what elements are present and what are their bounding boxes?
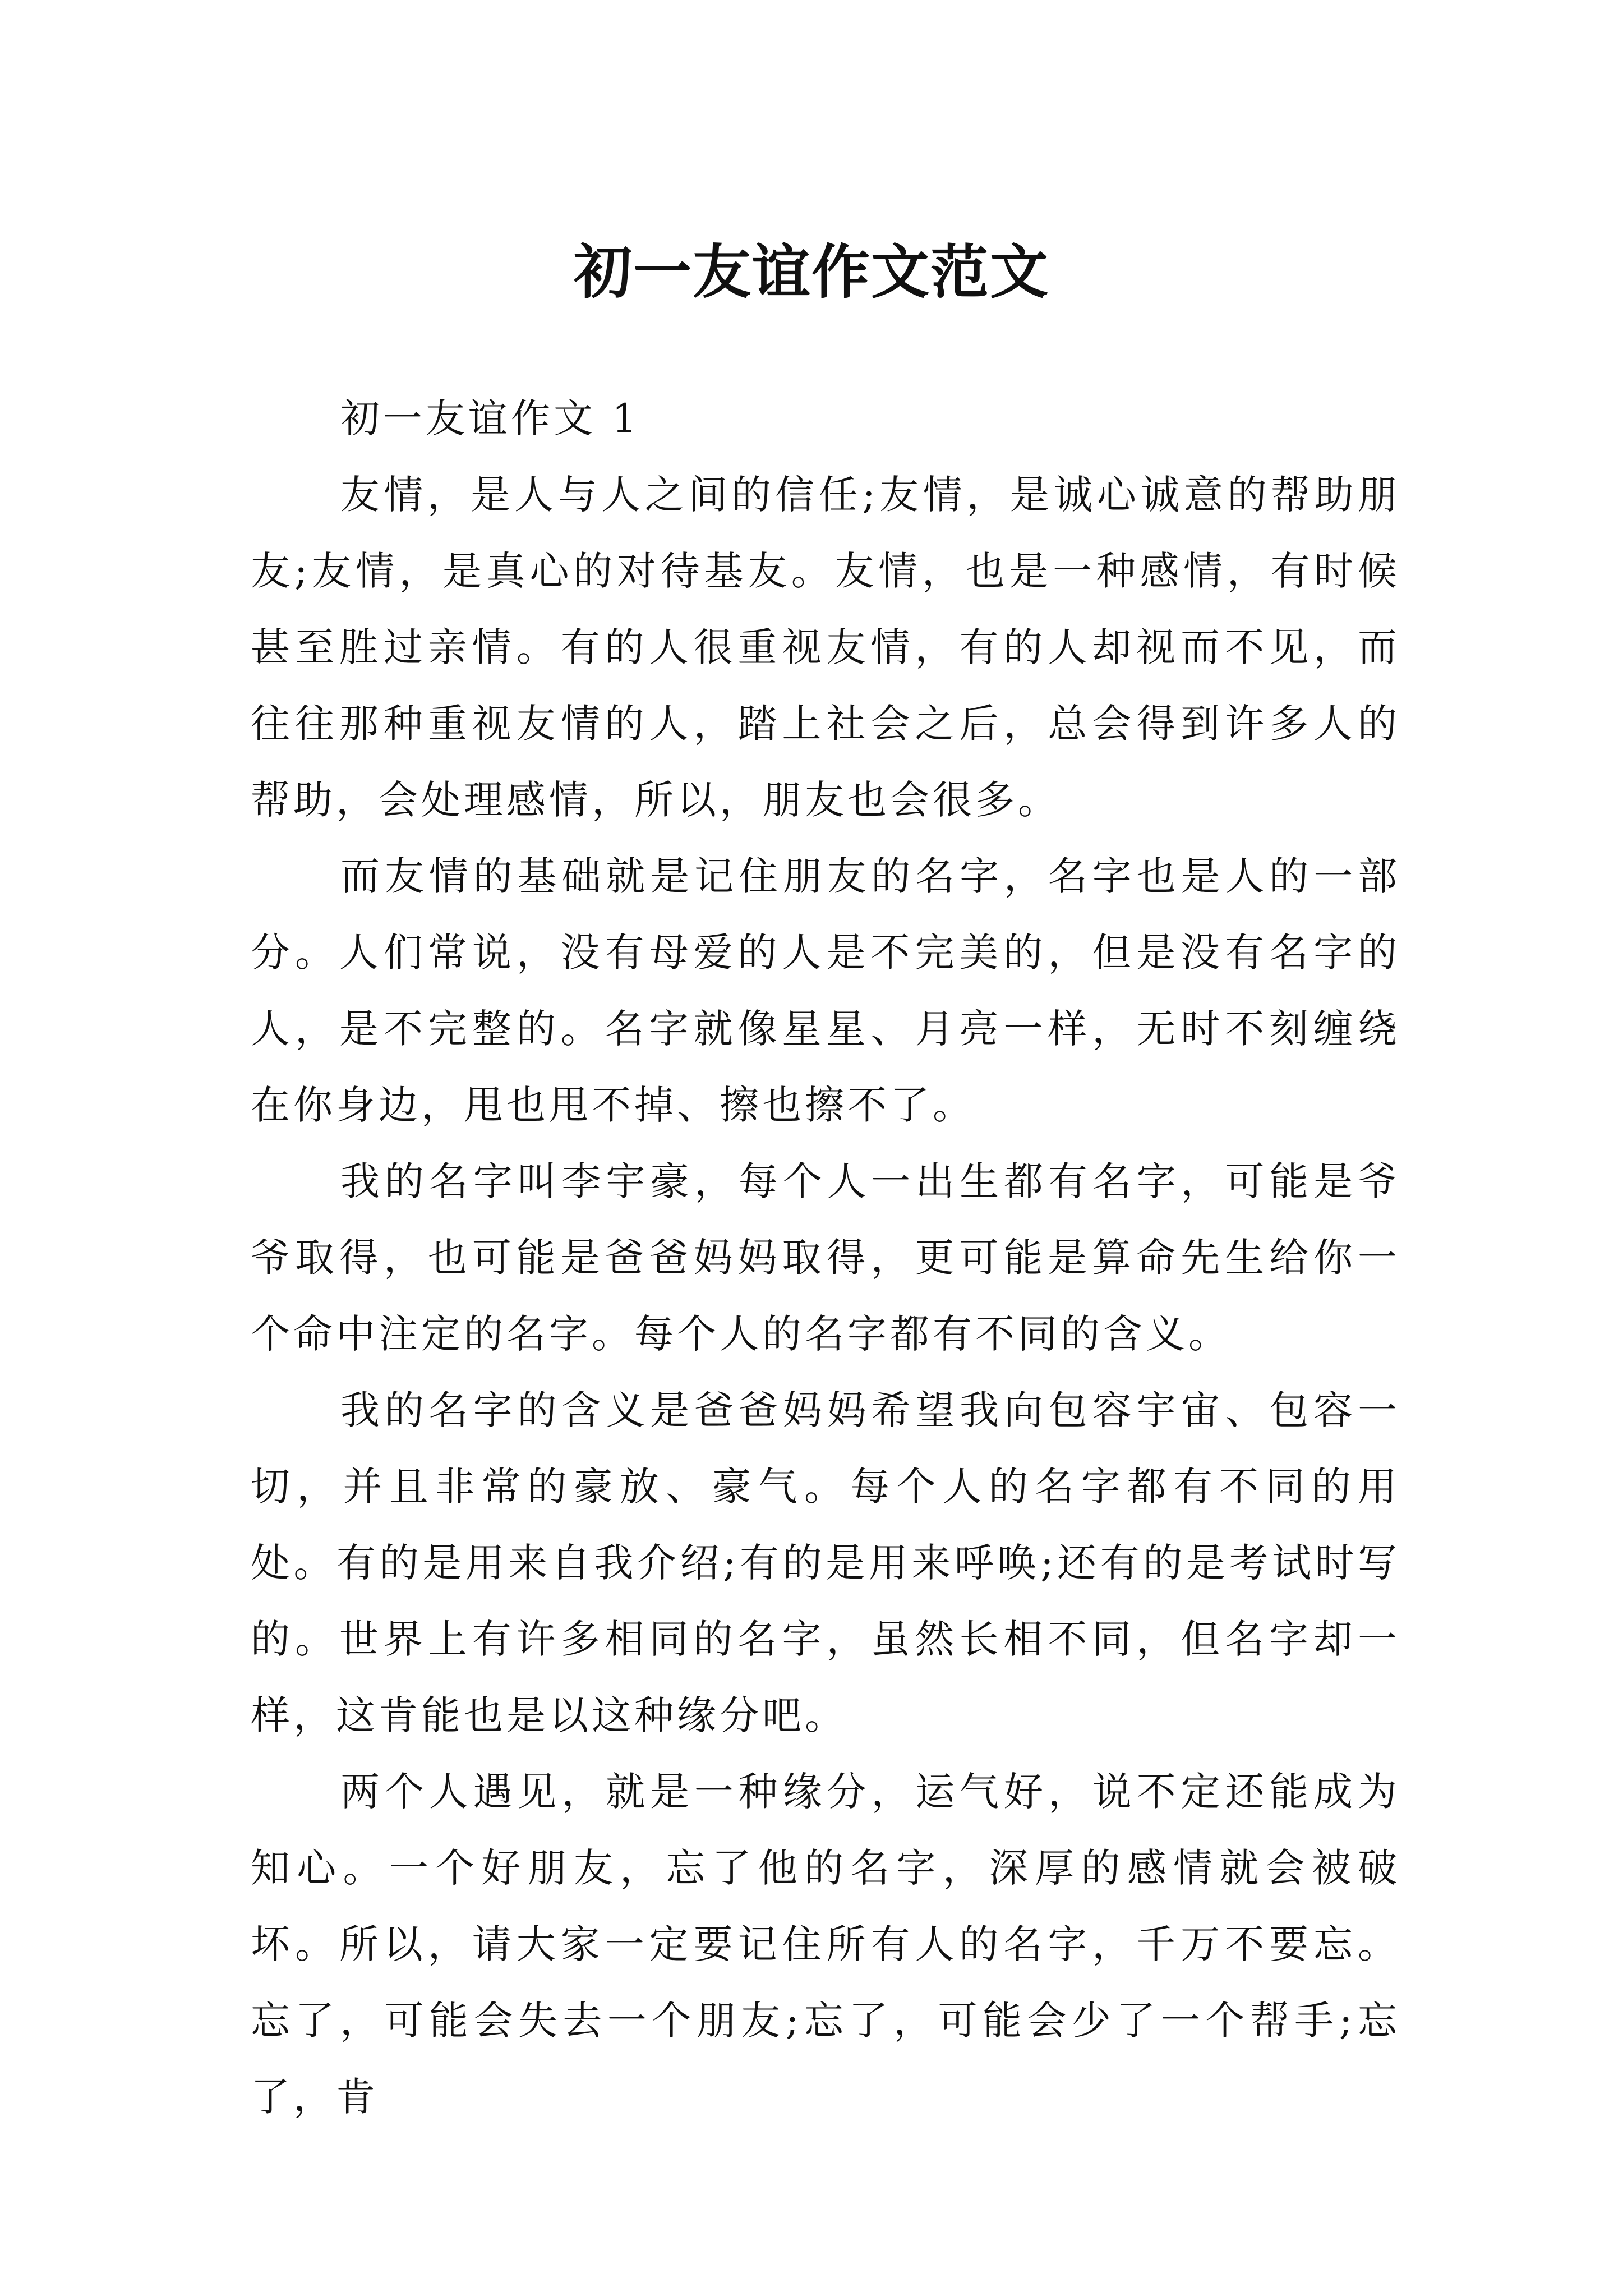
paragraph-1: 友情，是人与人之间的信任;友情，是诚心诚意的帮助朋友;友情，是真心的对待基友。友情，也是一种感情，有时候甚至胜过亲情。有的人很重视友情，有的人却视而不见，而往往那种重视友情的人，踏上社会之后，总会得到许多人的帮助，会处理感情，所以，朋友也会很多。 — [251, 472, 1400, 823]
paragraph-2: 而友情的基础就是记住朋友的名字，名字也是人的一部分。人们常说，没有母爱的人是不完美的，但是没有名字的人，是不完整的。名字就像星星、月亮一样，无时不刻缠绕在你身边，甩也甩不掉、擦也擦不了。 — [251, 853, 1400, 1128]
paragraph-4: 我的名字的含义是爸爸妈妈希望我向包容宇宙、包容一切，并且非常的豪放、豪气。每个人的名字都有不同的用处。有的是用来自我介绍;有的是用来呼唤;还有的是考试时写的。世界上有许多相同的名字，虽然长相不同，但名字却一样，这肯能也是以这种缘分吧。 — [251, 1387, 1400, 1738]
paragraph-3: 我的名字叫李宇豪，每个人一出生都有名字，可能是爷爷取得，也可能是爸爸妈妈取得，更可能是算命先生给你一个命中注定的名字。每个人的名字都有不同的含义。 — [251, 1158, 1400, 1357]
document-body — [251, 380, 1400, 2135]
section-heading: 初一友谊作文 1 — [340, 395, 640, 441]
document-title: 初一友谊作文范文 — [573, 237, 1049, 306]
paragraph-5: 两个人遇见，就是一种缘分，运气好，说不定还能成为知心。一个好朋友，忘了他的名字，深厚的感情就会被破坏。所以，请大家一定要记住所有人的名字，千万不要忘。忘了，可能会失去一个朋友;忘了，可能会少了一个帮手;忘了，肯 — [251, 1769, 1400, 2120]
